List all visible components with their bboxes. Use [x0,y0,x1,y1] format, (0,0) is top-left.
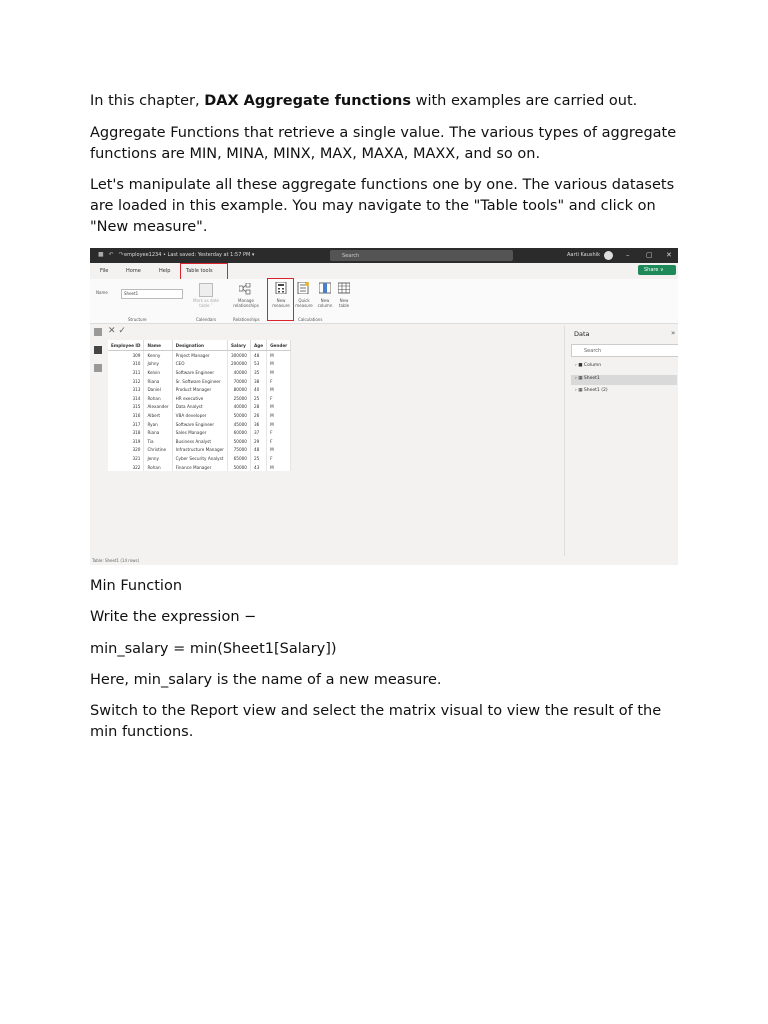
model-view-icon[interactable] [94,364,102,372]
table-row [108,454,291,463]
powerbi-screenshot [90,248,678,565]
column-header[interactable]: Age [250,340,266,351]
table-cell: Product Manager [172,385,227,394]
table-cell: M [267,368,291,377]
table-cell: M [267,360,291,369]
table-cell: 315 [108,403,144,412]
table-cell: Alexander [144,403,172,412]
table-cell: 300000 [227,351,250,360]
table-row [108,428,291,437]
table-row [108,403,291,412]
menu-home[interactable]: Home [126,268,141,274]
new-column-icon [319,282,331,294]
data-table [108,340,291,471]
table-cell: 317 [108,420,144,429]
table-cell: M [267,463,291,472]
table-cell: F [267,454,291,463]
quick-access-icons: ■↶↷ [98,251,129,258]
view-switcher [94,328,104,382]
table-cell: Software Engineer [172,368,227,377]
data-pane [564,326,678,556]
data-item-sheet1-2[interactable]: › ▦ Sheet1 (2) [575,388,608,393]
table-cell: Albert [144,411,172,420]
data-item-sheet1[interactable]: › ▦ Sheet1 [575,376,600,381]
maximize-button[interactable]: ▢ [646,251,653,259]
name-label: Name [96,290,108,295]
table-row [108,437,291,446]
table-cell: HR executive [172,394,227,403]
table-cell: 319 [108,437,144,446]
measure-name-text: Here, min_salary is the name of a new measure. [90,672,442,688]
table-tools-highlight [180,263,228,280]
table-cell: 48 [250,351,266,360]
table-cell: 314 [108,394,144,403]
table-cell: Daniel [144,385,172,394]
table-cell: 50000 [227,463,250,472]
table-cell: VBA developer [172,411,227,420]
titlebar [90,248,678,263]
data-item-sheet1-2-label: Sheet1 (2) [583,388,608,393]
table-cell: 40 [250,385,266,394]
table-cell: 45000 [227,420,250,429]
ribbon [90,279,678,324]
write-expression-text: Write the expression − [90,609,257,625]
table-cell: Cyber Security Analyst [172,454,227,463]
navigate-paragraph: Let's manipulate all these aggregate functions one by one. The various datasets are loaded in this example. You may navigate to the "Table tools" and click on "New measure". [90,177,675,235]
table-row [108,351,291,360]
table-cell: M [267,385,291,394]
table-cell: M [267,351,291,360]
table-body [108,351,291,472]
formula-bar[interactable]: ✕ ✓ [108,326,126,336]
column-header[interactable]: Name [144,340,172,351]
menubar [90,263,678,277]
table-row [108,411,291,420]
new-measure-button[interactable]: New measure [272,298,290,308]
menu-help[interactable]: Help [159,268,171,274]
data-search-placeholder: Search [584,348,602,354]
column-header[interactable]: Designation [172,340,227,351]
table-cell: Johny [144,360,172,369]
table-cell: 40000 [227,403,250,412]
table-cell: 318 [108,428,144,437]
column-header[interactable]: Employee ID [108,340,144,351]
minimize-button[interactable]: – [626,251,630,259]
report-view-icon[interactable] [94,328,102,336]
name-input[interactable] [121,289,183,299]
table-cell: 50000 [227,411,250,420]
column-header[interactable]: Salary [227,340,250,351]
table-cell: 309 [108,351,144,360]
name-value: Sheet1 [124,291,139,296]
table-cell: 26 [250,411,266,420]
table-cell: 25000 [227,394,250,403]
table-cell: 321 [108,454,144,463]
table-cell: M [267,411,291,420]
table-cell: Christine [144,446,172,455]
new-column-button[interactable]: New column [317,298,333,308]
table-row [108,385,291,394]
table-cell: 25 [250,394,266,403]
table-cell: Rohan [144,394,172,403]
close-button[interactable]: ✕ [666,251,672,259]
table-cell: 322 [108,463,144,472]
collapse-pane-icon[interactable]: » [671,329,676,337]
share-button[interactable] [638,265,676,275]
manage-relationships-button[interactable]: Manage relationships [233,298,259,308]
file-title[interactable]: employee1234 • Last saved: Yesterday at 1:57 PM ▾ [124,252,255,258]
table-cell: Rohan [144,463,172,472]
search-box[interactable] [330,250,513,261]
table-cell: 40000 [227,368,250,377]
table-cell: Software Engineer [172,420,227,429]
quick-measure-button[interactable]: Quick measure [295,298,313,308]
group-calculations: Calculations [298,317,323,322]
table-cell: M [267,403,291,412]
table-row [108,446,291,455]
table-cell: F [267,428,291,437]
table-cell: Riana [144,428,172,437]
table-cell: 200000 [227,360,250,369]
table-cell: Business Analyst [172,437,227,446]
intro-bold: DAX Aggregate functions [204,93,411,109]
group-calendars: Calendars [196,317,217,322]
table-header-row [108,340,291,351]
table-cell: 28 [250,403,266,412]
table-cell: 50000 [227,437,250,446]
table-cell: Data Analyst [172,403,227,412]
data-item-column[interactable]: › ■ Column [575,363,602,368]
table-cell: 53 [250,360,266,369]
mark-as-date-table-button[interactable]: Mark as date table ˅ [193,298,219,308]
report-view-text: Switch to the Report view and select the matrix visual to view the result of the min functions. [90,703,662,740]
table-view-icon[interactable] [94,346,102,354]
intro-prefix: In this chapter, [90,93,205,109]
table-cell: 65000 [227,454,250,463]
date-table-icon [199,283,213,297]
table-cell: F [267,437,291,446]
new-table-button[interactable]: New table [338,298,350,308]
table-row [108,377,291,386]
search-placeholder: Search [342,253,360,259]
table-row [108,394,291,403]
table-cell: Tia [144,437,172,446]
table-cell: 48 [250,446,266,455]
table-row [108,420,291,429]
table-cell: 313 [108,385,144,394]
table-cell: 316 [108,411,144,420]
table-cell: Riana [144,377,172,386]
relationships-icon [239,283,251,295]
table-cell: M [267,446,291,455]
table-cell: 35 [250,368,266,377]
table-cell: Kelvin [144,368,172,377]
table-cell: 38 [250,377,266,386]
share-label: Share ∨ [644,267,664,273]
intro-paragraph [90,91,637,112]
table-cell: Kenny [144,351,172,360]
table-cell: Project Manager [172,351,227,360]
table-cell: Jenny [144,454,172,463]
table-cell: 37 [250,428,266,437]
table-cell: 75000 [227,446,250,455]
table-cell: 310 [108,360,144,369]
table-cell: 29 [250,437,266,446]
intro-suffix: with examples are carried out. [410,93,638,109]
menu-file[interactable]: File [100,268,109,274]
data-search-input[interactable] [571,344,678,357]
table-cell: Sales Manager [172,428,227,437]
table-cell: CEO [172,360,227,369]
table-row [108,463,291,472]
expression-text: min_salary = min(Sheet1[Salary]) [90,641,337,657]
table-cell: F [267,394,291,403]
table-cell: 60000 [227,428,250,437]
table-cell: Infrastructure Manager [172,446,227,455]
table-cell: F [267,377,291,386]
tab-table-tools[interactable]: Table tools [186,268,213,274]
table-cell: Finance Manager [172,463,227,472]
aggregate-paragraph: Aggregate Functions that retrieve a single value. The various types of aggregate functions are MIN, MINA, MINX, MAX, MAXA, MAXX, and so on. [90,125,677,162]
data-item-sheet1-label: Sheet1 [583,376,600,381]
table-cell: 36 [250,420,266,429]
quick-measure-icon [297,282,309,294]
data-item-column-label: Column [583,363,602,368]
column-header[interactable]: Gender [267,340,291,351]
table-cell: 311 [108,368,144,377]
group-structure: Structure [128,317,147,322]
table-row [108,368,291,377]
table-cell: Ryan [144,420,172,429]
table-cell: 320 [108,446,144,455]
table-cell: 25 [250,454,266,463]
table-cell: 312 [108,377,144,386]
new-table-icon [338,282,350,294]
table-cell: 43 [250,463,266,472]
data-pane-title: Data [574,330,590,338]
table-cell: M [267,420,291,429]
avatar[interactable] [604,251,613,260]
table-cell: 80000 [227,385,250,394]
status-bar: Table: Sheet1 (14 rows) [92,558,140,563]
table-row [108,360,291,369]
user-name[interactable]: Aarti Kaushik [567,252,600,258]
table-cell: 70000 [227,377,250,386]
min-function-heading: Min Function [90,578,183,594]
group-relationships: Relationships [233,317,260,322]
table-cell: Sr. Software Engineer [172,377,227,386]
new-measure-highlight [267,278,294,321]
